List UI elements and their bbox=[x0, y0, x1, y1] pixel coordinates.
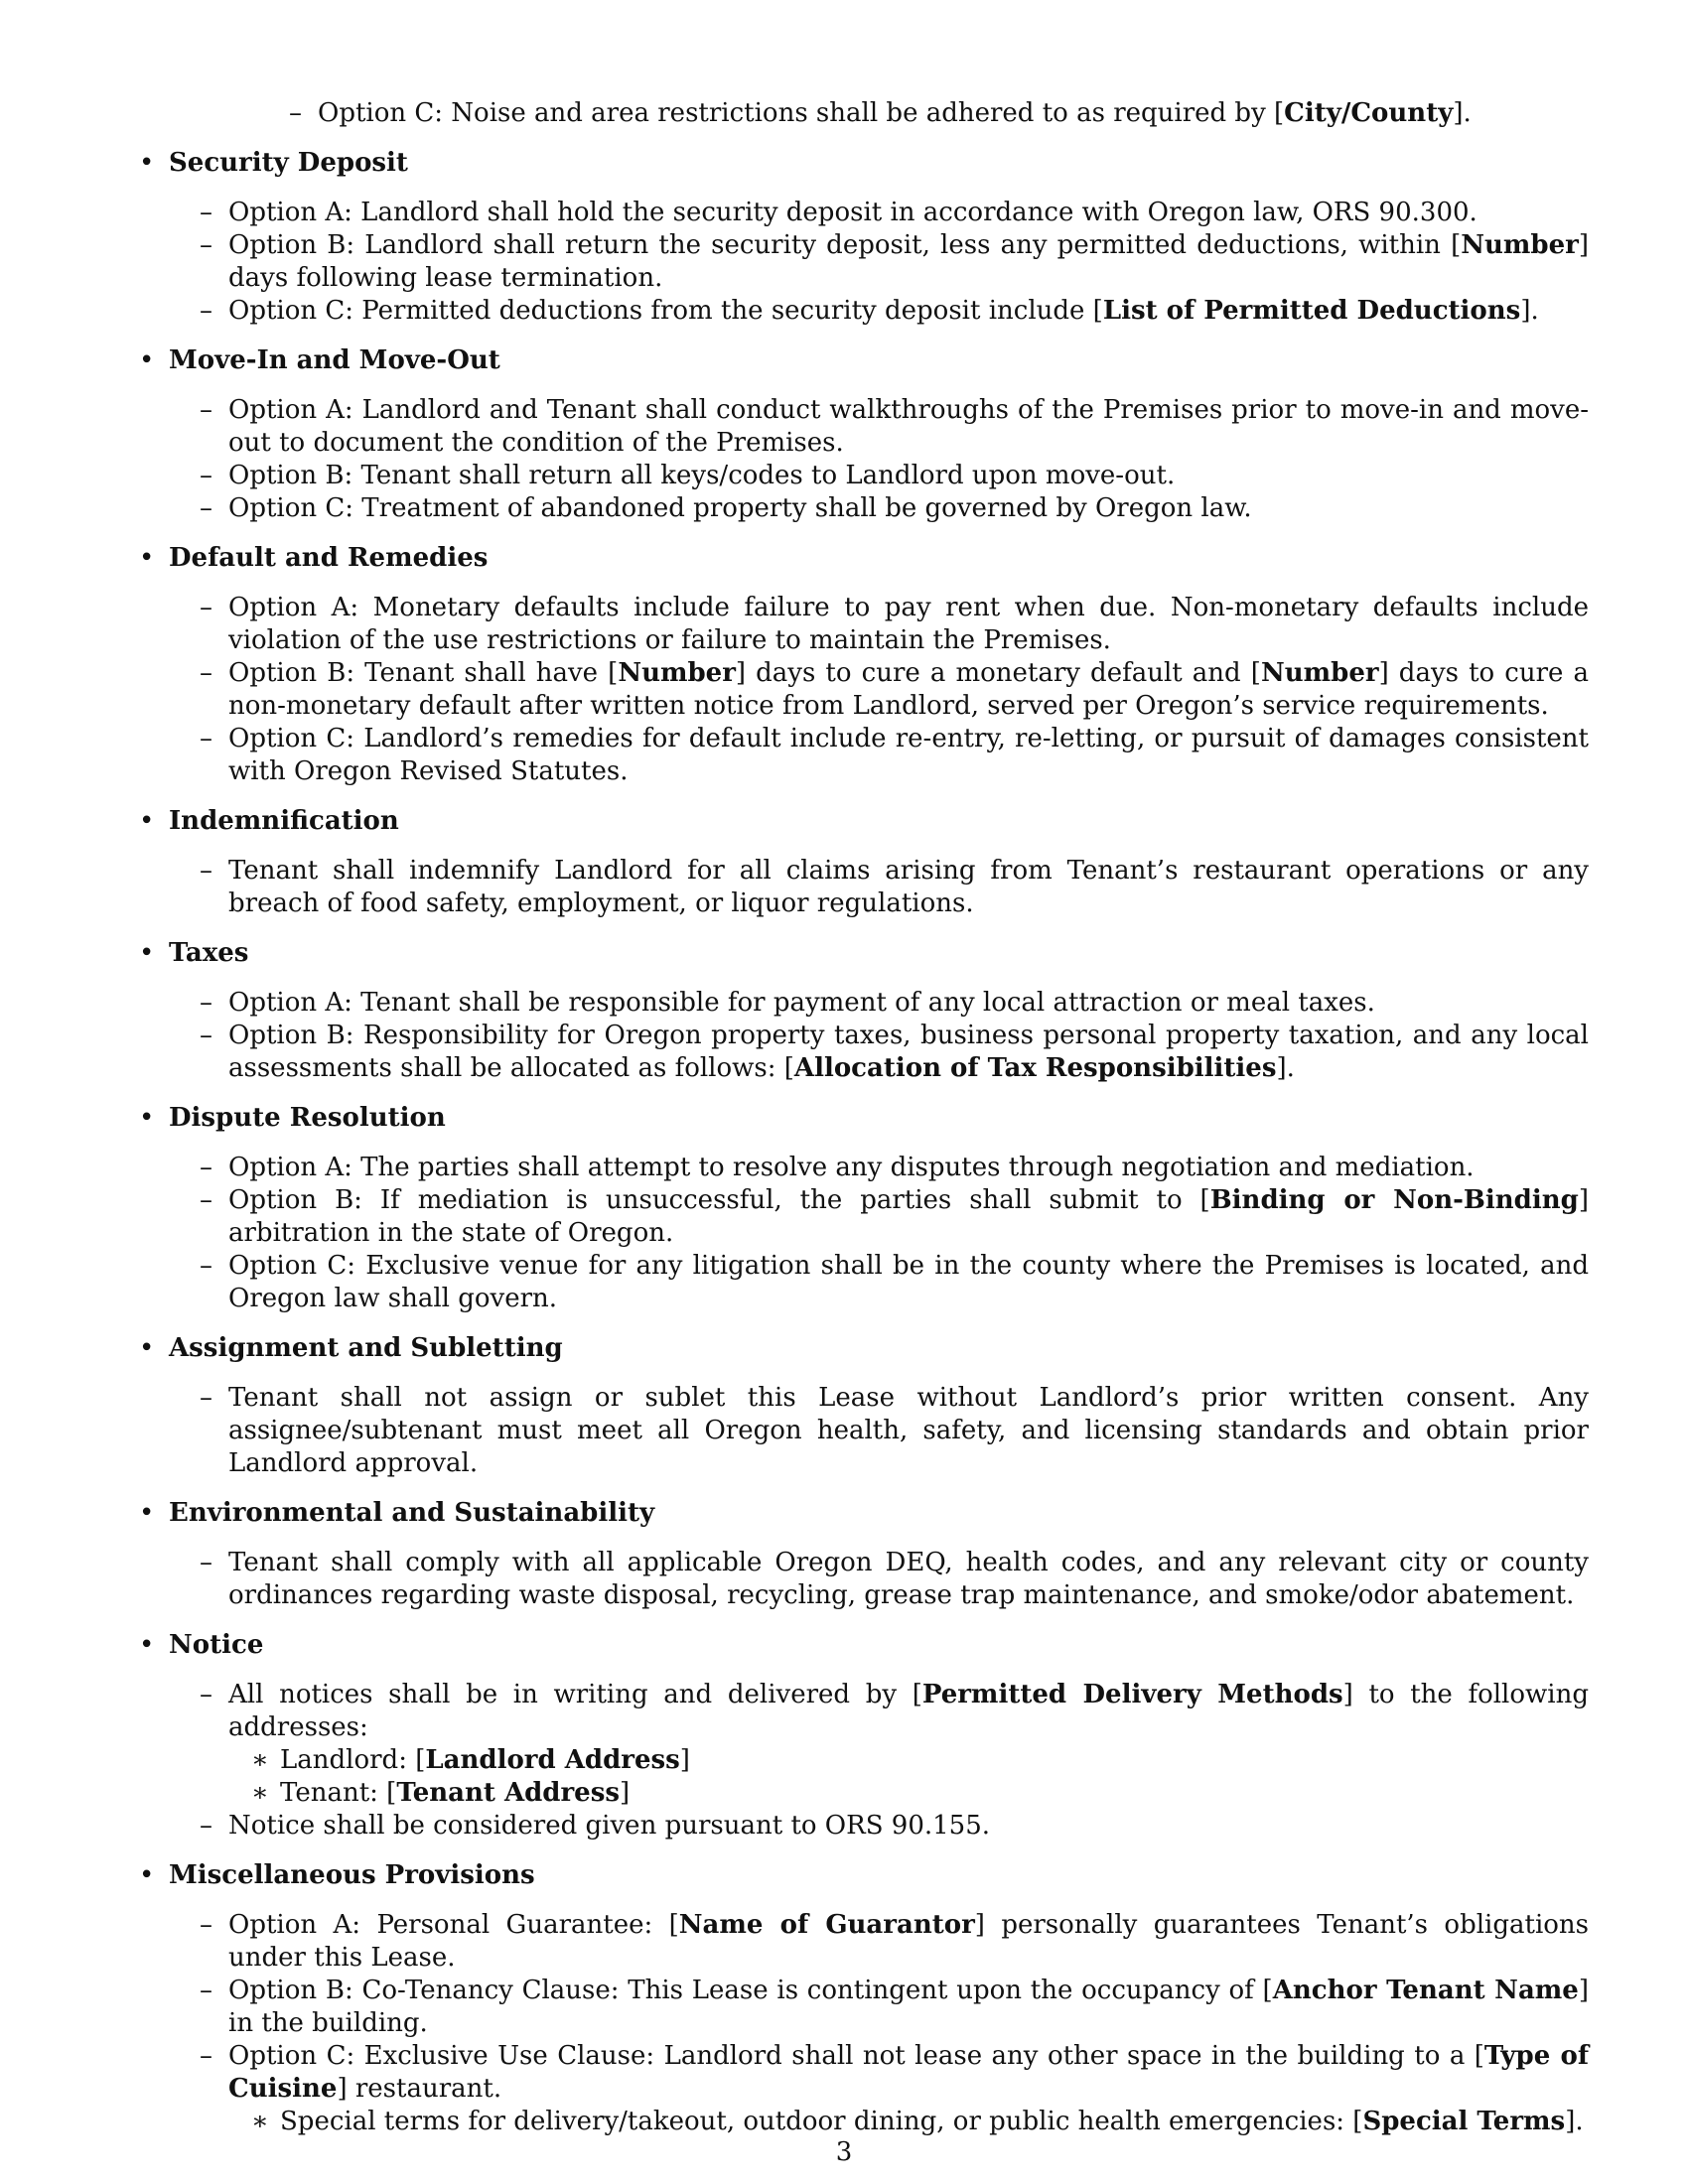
text-run: Tenant shall comply with all applicable Oregon DEQ, health codes, and any relevant city or county ordinances regarding waste disposal, recycling, grease trap maintenance, and smoke/odor abatement. bbox=[228, 1548, 1589, 1610]
lead-text: Option C: Noise and area restrictions shall be adhered to as required by [ bbox=[318, 98, 1285, 128]
text-run: Option A: Tenant shall be responsible for payment of any local attraction or meal taxes. bbox=[228, 988, 1375, 1018]
section-heading: • Indemnification bbox=[139, 805, 1589, 838]
section-heading: • Environmental and Sustainability bbox=[139, 1497, 1589, 1530]
text-run: Notice shall be considered given pursuant to ORS 90.155. bbox=[228, 1811, 991, 1841]
placeholder-field: Type of Cuisine bbox=[228, 2041, 1590, 2104]
section-security-deposit bbox=[139, 147, 1589, 328]
text-run: Option C: Treatment of abandoned property shall be governed by Oregon law. bbox=[228, 493, 1252, 523]
text-run: Special terms for delivery/takeout, outdoor dining, or public health emergencies: [ bbox=[280, 2107, 1363, 2136]
section-heading: • Taxes bbox=[139, 937, 1589, 970]
section-heading: • Assignment and Subletting bbox=[139, 1332, 1589, 1365]
text-run: Option A: Landlord and Tenant shall conduct walkthroughs of the Premises prior to move-in and move-out to document the condition of the Premises. bbox=[228, 395, 1589, 458]
section-default-and-remedies bbox=[139, 542, 1589, 788]
list-item bbox=[139, 1679, 1589, 1744]
page-number: 3 bbox=[835, 2137, 853, 2167]
section-heading: • Move-In and Move-Out bbox=[139, 344, 1589, 377]
list-item bbox=[139, 394, 1589, 460]
section-heading: • Security Deposit bbox=[139, 147, 1589, 180]
text-run: Option B: Landlord shall return the security deposit, less any permitted deductions, within [ bbox=[228, 230, 1462, 260]
text-run: Option B: Responsibility for Oregon property taxes, business personal property taxation, and any local assessments shall be allocated as follows: [ bbox=[228, 1021, 1589, 1083]
text-run: Option C: Landlord’s remedies for default include re-entry, re-letting, or pursuit of damages consistent with Oregon Revised Statutes. bbox=[228, 724, 1589, 786]
section-taxes bbox=[139, 937, 1589, 1085]
list-item bbox=[139, 723, 1589, 788]
placeholder-field: City/County bbox=[1284, 98, 1454, 128]
placeholder-field: Allocation of Tax Responsibilities bbox=[793, 1053, 1277, 1083]
text-run: ] days to cure a non-monetary default after written notice from Landlord, served per Oregon’s service requirements. bbox=[228, 658, 1589, 721]
text-run: ] to the following addresses: bbox=[228, 1680, 1589, 1742]
text-run: ]. bbox=[1520, 296, 1539, 326]
list-item bbox=[139, 197, 1589, 229]
list-item bbox=[139, 1810, 1589, 1843]
text-run: ]. bbox=[1565, 2107, 1584, 2136]
list-item bbox=[139, 592, 1589, 657]
section-environmental-and-sustainability bbox=[139, 1497, 1589, 1612]
placeholder-field: Permitted Delivery Methods bbox=[921, 1680, 1343, 1709]
text-run: ] in the building. bbox=[228, 1976, 1589, 2038]
text-run: Landlord: [ bbox=[280, 1745, 426, 1775]
text-run: Option C: Permitted deductions from the security deposit include [ bbox=[228, 296, 1103, 326]
sub-list-item bbox=[139, 1777, 1589, 1810]
list-item bbox=[139, 987, 1589, 1020]
placeholder-field: Anchor Tenant Name bbox=[1272, 1976, 1579, 2005]
text-run: Option B: Tenant shall return all keys/codes to Landlord upon move-out. bbox=[228, 461, 1176, 490]
sub-list-item bbox=[139, 2106, 1589, 2138]
text-run: ] bbox=[679, 1745, 690, 1775]
placeholder-field: Binding or Non-Binding bbox=[1209, 1185, 1579, 1215]
section-miscellaneous-provisions bbox=[139, 1859, 1589, 2138]
sub-list-item bbox=[139, 1744, 1589, 1777]
section-heading: • Notice bbox=[139, 1629, 1589, 1662]
text-run: Option C: Exclusive venue for any litigation shall be in the county where the Premises is located, and Oregon law shall govern. bbox=[228, 1251, 1589, 1313]
text-run: Tenant: [ bbox=[280, 1778, 397, 1808]
list-item bbox=[139, 1382, 1589, 1480]
text-run: Option B: Tenant shall have [ bbox=[228, 658, 619, 688]
placeholder-field: Tenant Address bbox=[396, 1778, 620, 1808]
text-run: Option A: Personal Guarantee: [ bbox=[228, 1910, 679, 1940]
text-run: All notices shall be in writing and delivered by [ bbox=[228, 1680, 922, 1709]
section-heading: • Default and Remedies bbox=[139, 542, 1589, 575]
text-run: ] arbitration in the state of Oregon. bbox=[228, 1185, 1589, 1248]
placeholder-field: List of Permitted Deductions bbox=[1102, 296, 1521, 326]
text-run: Option A: Landlord shall hold the security deposit in accordance with Oregon law, ORS 90.300. bbox=[228, 198, 1477, 227]
list-item bbox=[139, 229, 1589, 295]
section-dispute-resolution bbox=[139, 1102, 1589, 1315]
list-item bbox=[139, 1909, 1589, 1975]
text-run: ] days to cure a monetary default and [ bbox=[735, 658, 1261, 688]
section-list bbox=[139, 147, 1589, 2138]
list-item bbox=[139, 295, 1589, 328]
text-run: ] bbox=[620, 1778, 631, 1808]
section-heading: • Dispute Resolution bbox=[139, 1102, 1589, 1135]
section-assignment-and-subletting bbox=[139, 1332, 1589, 1480]
list-item bbox=[139, 460, 1589, 492]
list-item bbox=[139, 1547, 1589, 1612]
section-notice bbox=[139, 1629, 1589, 1843]
lead-item bbox=[228, 97, 1589, 130]
placeholder-field: Landlord Address bbox=[425, 1745, 680, 1775]
text-run: Option B: If mediation is unsuccessful, the parties shall submit to [ bbox=[228, 1185, 1210, 1215]
text-run: ] restaurant. bbox=[337, 2074, 502, 2104]
list-item bbox=[139, 1184, 1589, 1250]
page-content bbox=[139, 97, 1589, 2155]
section-move-in-and-move-out bbox=[139, 344, 1589, 525]
text-run: ]. bbox=[1276, 1053, 1295, 1083]
list-item bbox=[139, 2040, 1589, 2106]
list-item bbox=[139, 1020, 1589, 1085]
text-run: Option A: Monetary defaults include failure to pay rent when due. Non-monetary defaults include violation of the use restrictions or failure to maintain the Premises. bbox=[228, 593, 1589, 655]
list-item bbox=[139, 1975, 1589, 2040]
text-run: Tenant shall indemnify Landlord for all claims arising from Tenant’s restaurant operations or any breach of food safety, employment, or liquor regulations. bbox=[228, 856, 1589, 918]
list-item bbox=[139, 855, 1589, 920]
list-item bbox=[139, 1152, 1589, 1184]
placeholder-field: Special Terms bbox=[1362, 2107, 1566, 2136]
section-heading: • Miscellaneous Provisions bbox=[139, 1859, 1589, 1892]
placeholder-field: Number bbox=[618, 658, 736, 688]
section-indemnification bbox=[139, 805, 1589, 920]
text-run: ] days following lease termination. bbox=[228, 230, 1589, 293]
placeholder-field: Name of Guarantor bbox=[678, 1910, 975, 1940]
lead-text-end: ]. bbox=[1453, 98, 1472, 128]
list-item bbox=[139, 1250, 1589, 1315]
text-run: ] personally guarantees Tenant’s obligations under this Lease. bbox=[228, 1910, 1589, 1973]
text-run: Option A: The parties shall attempt to resolve any disputes through negotiation and mediation. bbox=[228, 1153, 1475, 1182]
text-run: Tenant shall not assign or sublet this Lease without Landlord’s prior written consent. Any assignee/subtenant must meet all Oregon health, safety, and licensing standards and obtain prior Landlord approval. bbox=[228, 1383, 1589, 1478]
text-run: Option B: Co-Tenancy Clause: This Lease is contingent upon the occupancy of [ bbox=[228, 1976, 1273, 2005]
list-item bbox=[139, 492, 1589, 525]
list-item bbox=[139, 657, 1589, 723]
placeholder-field: Number bbox=[1461, 230, 1579, 260]
text-run: Option C: Exclusive Use Clause: Landlord shall not lease any other space in the building to a [ bbox=[228, 2041, 1484, 2071]
placeholder-field: Number bbox=[1260, 658, 1379, 688]
